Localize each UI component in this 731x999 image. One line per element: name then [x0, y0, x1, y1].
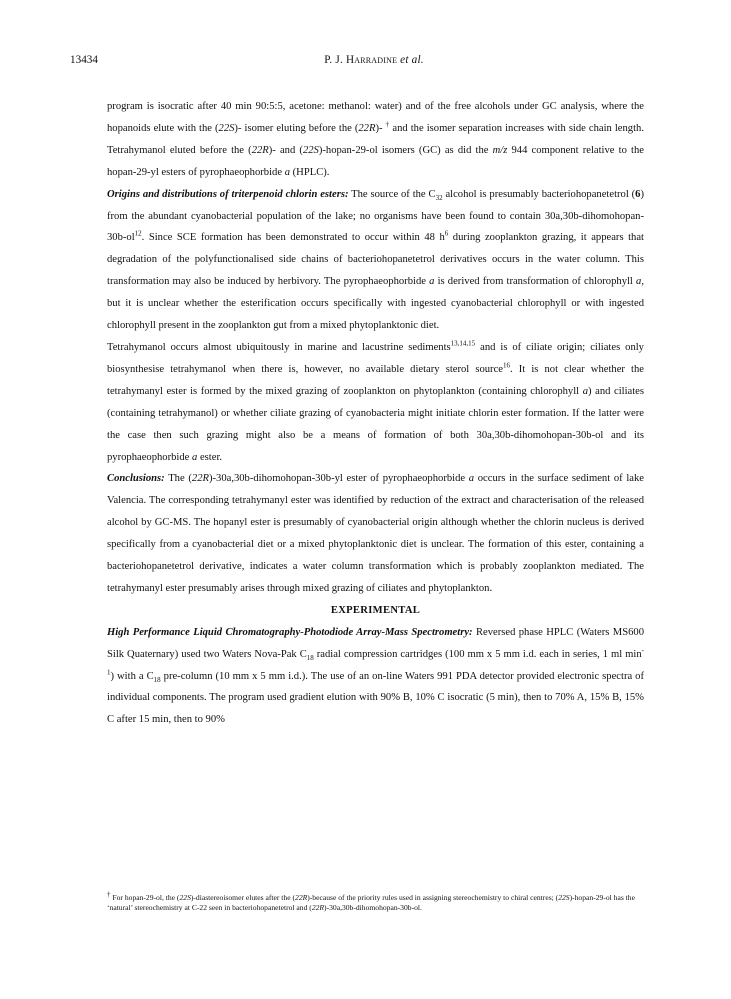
superscript: 12 — [134, 229, 142, 238]
body-text — [107, 96, 644, 731]
text-segment: 22R — [295, 893, 308, 902]
text-segment: Tetrahymanol occurs almost ubiquitously in marine and lacustrine sediments — [107, 341, 451, 353]
superscript: 13,14,15 — [450, 339, 476, 348]
text-segment: For hopan-29-ol, the ( — [110, 893, 180, 902]
text-segment: alcohol is presumably bacteriohopanetetrol ( — [442, 188, 636, 200]
text-segment: a — [468, 473, 475, 485]
running-head-author: P. J. — [324, 54, 346, 66]
text-segment: )-because of the priority rules used in assigning stereochemistry to chiral centres; ( — [307, 893, 559, 902]
text-segment: ) from the abundant cyanobacterial population of the lake; no organisms have been found to contain 30a,30b-dihomohopan-30b-ol — [107, 188, 644, 244]
text-segment: The ( — [164, 473, 192, 485]
text-segment: a — [636, 276, 642, 288]
superscript: † — [385, 120, 390, 129]
text-segment: )-hopan-29-ol isomers (GC) as did the — [318, 144, 493, 156]
page-header — [70, 52, 678, 68]
text-segment: )-30a,30b-dihomohopan-30b-yl ester of pyrophaeophorbide — [208, 473, 469, 485]
text-segment: Reversed phase HPLC (Waters MS600 Silk Quaternary) used two Waters Nova-Pak C — [107, 626, 644, 660]
text-segment: 22R — [191, 473, 209, 485]
text-segment: . It is not clear whether the tetrahymanyl ester is formed by the mixed grazing of zooplankton on phytoplankton (containing chlorophyll — [107, 363, 644, 397]
running-head — [70, 52, 678, 68]
running-head-etal: et al. — [397, 54, 424, 66]
superscript: 6 — [444, 229, 449, 238]
subscript: 32 — [435, 193, 443, 202]
text-segment: )-diastereoisomer elutes after the ( — [190, 893, 296, 902]
text-segment: ) with a C — [110, 670, 154, 682]
footnote — [107, 890, 637, 914]
text-segment: )- isomer eluting before the ( — [234, 122, 359, 134]
paragraph — [107, 468, 644, 599]
subscript: 18 — [306, 653, 314, 662]
text-segment: is derived from transformation of chlorophyll — [434, 276, 637, 288]
subscript: 18 — [153, 675, 161, 684]
text-segment: . Since SCE formation has been demonstrated to occur within 48 h — [141, 232, 445, 244]
text-segment: a — [284, 166, 290, 178]
paragraph — [107, 337, 644, 468]
text-segment: ) and ciliates (containing tetrahymanol) or whether ciliate grazing of cyanobacteria might initiate chlorin ester formation. If the latter were the case then such grazing might also be a means of formation of both 30a,30b-dihomohopan-30b-ol and its pyrophaeophorbide — [107, 385, 645, 463]
text-segment: during zooplankton grazing, it appears that degradation of the polyfunctionalised side chains of bacteriohopanetetrol derivatives occurs in the water column. This transformation may also be induced by herbivory. The pyrophaeophorbide — [107, 232, 644, 288]
text-segment: 22R — [358, 122, 376, 134]
run-in-heading: Origins and distributions of triterpenoid chlorin esters: — [107, 188, 349, 200]
superscript: -1 — [107, 646, 644, 677]
run-in-heading: Conclusions: — [107, 473, 165, 485]
text-segment: 944 component relative to the hopan-29-yl esters of pyrophaeophorbide — [107, 144, 644, 178]
text-segment: occurs in the surface sediment of lake Valencia. The corresponding tetrahymanyl ester was identified by reduction of the extract and characterisation of the released alcohol by GC-MS. The hopanyl ester is presumably of cyanobacterial origin although whether the chlorin nucleus is derived specifically from a cyanobacterial diet or a mixed phytoplanktonic diet is unclear. The formation of this ester, containing a bacteriohopanetetrol derivative, indicates a water column transformation which is probably zooplankton mediated. The tetrahymanyl ester presumably arises through mixed grazing of ciliates and phytoplankton. — [107, 473, 645, 594]
text-segment: The source of the C — [348, 188, 436, 200]
text-segment: 22S — [302, 144, 319, 156]
text-segment: program is isocratic after 40 min 90:5:5, acetone: methanol: water) and of the free alcohols under GC analysis, where the hopanoids elute with the ( — [107, 101, 644, 134]
paragraph — [107, 622, 644, 732]
text-segment: EXPERIMENTAL — [330, 604, 421, 616]
text-segment: pre-column (10 mm x 5 mm i.d.). The use of an on-line Waters 991 PDA detector provided electronic spectra of individual components. The program used gradient elution with 90% B, 10% C isocratic (5 min), then to 70% A, 15% B, 15% C after 15 min, then to 90% — [107, 670, 645, 726]
text-segment: ester. — [197, 451, 223, 463]
text-segment: 22S — [218, 122, 235, 134]
text-segment: )-hopan-29-ol has the ‘natural’ stereochemistry at C-22 seen in bacteriohopanetetrol and ( — [107, 893, 635, 913]
text-segment: a — [192, 451, 198, 463]
text-segment: a — [582, 385, 588, 397]
text-segment: and is of ciliate origin; ciliates only biosynthesise tetrahymanol when there is, however, no available dietary sterol source — [107, 341, 644, 375]
section-heading — [107, 600, 644, 622]
footnote-text — [107, 890, 637, 914]
page-number: 13434 — [70, 54, 98, 66]
text-segment: (HPLC). — [290, 166, 330, 178]
text-segment: )- and ( — [268, 144, 303, 156]
text-segment: 6 — [635, 188, 641, 200]
text-segment: )-30a,30b-dihomohopan-30b-ol. — [324, 903, 422, 913]
running-head-author-surname: Harradine — [345, 54, 398, 66]
superscript: † — [107, 890, 111, 899]
text-segment: 22R — [251, 144, 269, 156]
text-segment: a — [429, 276, 435, 288]
superscript: 16 — [502, 361, 510, 370]
text-segment: )- — [375, 122, 386, 134]
text-segment: 22R — [311, 903, 325, 913]
text-segment: and the isomer separation increases with side chain length. Tetrahymanol eluted before the ( — [107, 122, 644, 156]
paragraph — [107, 184, 644, 337]
text-segment: radial compression cartridges (100 mm x 5 mm i.d. each in series, 1 ml min — [313, 648, 642, 660]
text-segment: m/z — [492, 144, 508, 156]
paragraph — [107, 96, 644, 184]
text-segment: 22S — [179, 893, 191, 902]
text-segment: , but it is unclear whether the esterification occurs specifically with ingested cyanobacterial chlorophyll or with ingested chlorophyll present in the zooplankton gut from a mixed phytoplanktonic diet. — [107, 276, 644, 332]
run-in-heading: High Performance Liquid Chromatography-Photodiode Array-Mass Spectrometry: — [107, 626, 473, 638]
text-segment: 22S — [558, 893, 570, 902]
